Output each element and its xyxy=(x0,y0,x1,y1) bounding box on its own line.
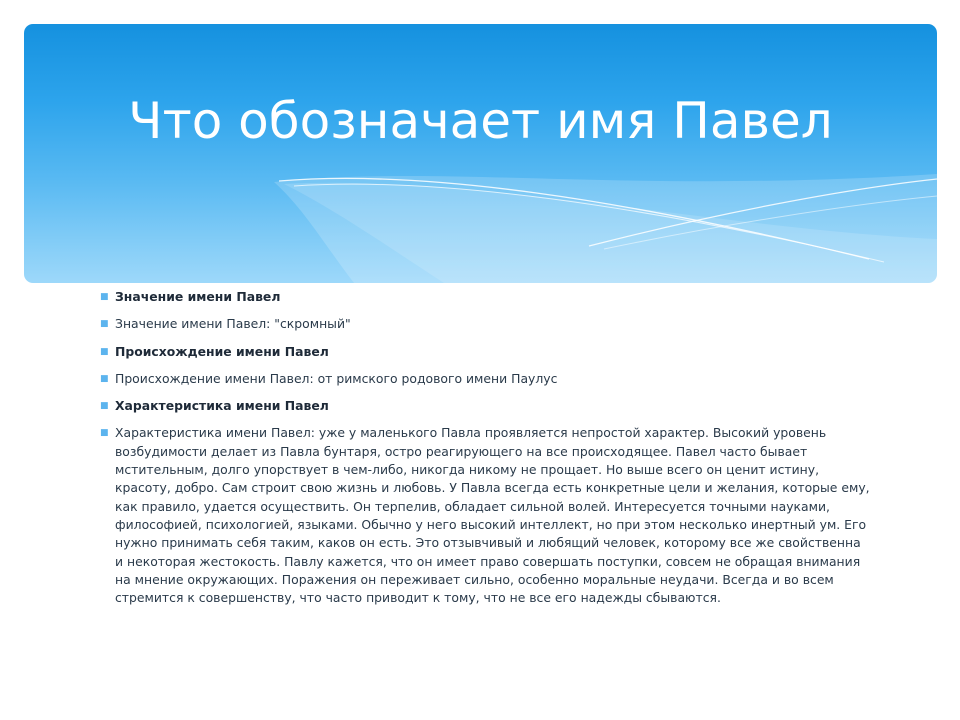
list-item: ■ Характеристика имени Павел xyxy=(100,398,329,414)
list-item: ■ Значение имени Павел: "скромный" xyxy=(100,316,351,332)
bullet-list xyxy=(100,288,870,616)
bullet-icon: ■ xyxy=(100,373,109,384)
bullet-icon: ■ xyxy=(100,428,109,439)
list-item: ■ Характеристика имени Павел: уже у маленького Павла проявляется непростой характер. Высокий уровень возбудимости делает из Павла бунтаря, остро реагирующего на все происходящее. Павел часто бывает мстительным, долго упорствует в чем-либо, никогда никому не прощает. Но выше всего он ценит истину, красоту, добро. Сам строит свою жизнь и любовь. У Павла всегда есть конкретные цели и желания, которые ему, как правило, удается осуществить. Он терпелив, обладает сильной волей. Интересуется точными науками, философией, психологией, языками. Обычно у него высокий интеллект, но при этом несколько инертный ум. Его нужно принимать себя таким, каков он есть. Это отзывчивый и любящий человек, которому все же свойственна и некоторая жестокость. Павлу кажется, что он имеет право совершать поступки, совсем не обращая внимания на мнение окружающих. Поражения он переживает сильно, особенно моральные неудачи. Всегда и во всем стремится к совершенству, что часто приводит к тому, что не все его надежды сбываются. xyxy=(100,425,870,606)
list-item: ■ Происхождение имени Павел xyxy=(100,343,329,359)
bullet-icon: ■ xyxy=(100,319,109,330)
bullet-icon: ■ xyxy=(100,346,109,357)
list-item: ■ Значение имени Павел xyxy=(100,289,281,304)
wave-decoration xyxy=(24,24,937,283)
bullet-icon: ■ xyxy=(100,401,109,412)
bullet-icon: ■ xyxy=(100,292,109,302)
slide-title: Что обозначает имя Павел xyxy=(128,92,833,150)
list-item: ■ Происхождение имени Павел: от римского родового имени Паулус xyxy=(100,370,558,386)
title-banner xyxy=(24,24,937,283)
